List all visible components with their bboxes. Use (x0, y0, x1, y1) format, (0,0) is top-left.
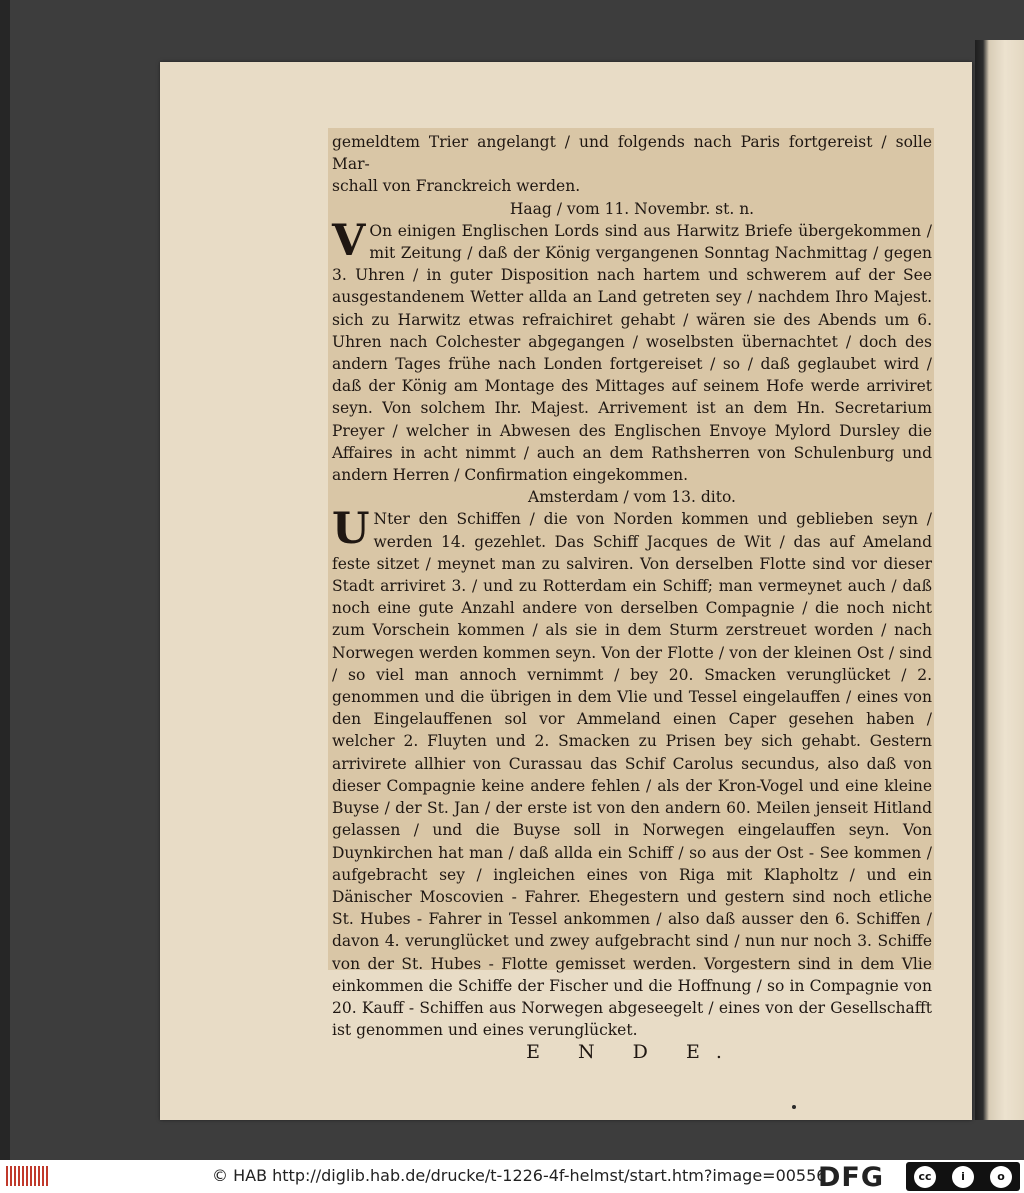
adjacent-page-edge (975, 40, 1024, 1120)
amsterdam-paragraph (332, 504, 932, 1041)
footer-url[interactable]: © HAB http://diglib.hab.de/drucke/t-1226-4f-helmst/start.htm?image=00556 (212, 1166, 827, 1185)
amsterdam-body: Nter den Schiffen / die von Norden kommen und geblieben seyn / werden 14. gezehlet. Das Schiff Jacques de Wit / das auf Ameland feste sitzet / meynet man zu salviren. Von derselben Flotte sind vor dieser Stadt arriviret 3. / und zu Rotterdam ein Schiff; man vermeynet auch / daß noch eine gute Anzahl andere von derselben Compagnie / die noch nicht zum Vorschein kommen / als sie in dem Sturm zerstreuet worden / nach Norwegen werden kommen seyn. Von der Flotte / von der kleinen Ost / sind / so viel man annoch vernimmt / bey 20. Smacken verunglücket / 2. genommen und die übrigen in dem Vlie und Tessel eingelauffen / eines von den Eingelauffenen sol vor Ammeland einen Caper gesehen haben / welcher 2. Fluyten und 2. Smacken zu Prisen bey sich gehabt. Gestern arrivirete allhier von Curassau das Schif Carolus secundus, also daß von dieser Compagnie keine andere fehlen / als der Kron-Vogel und eine kleine Buyse / der St. Jan / der erste ist von den andern 60. Meilen jenseit Hitland gelassen / und die Buyse soll in Norwegen eingelauffen seyn. Von Duynkirchen hat man / daß allda ein Schiff / so aus der Ost - See kommen / aufgebracht sey / ingleichen eines von Riga mit Klapholtz / und ein Dänischer Moscovien - Fahrer. Ehegestern und gestern sind noch etliche St. Hubes - Fahrer in Tessel ankommen / also daß ausser den 6. Schiffen / davon 4. verunglücket und zwey aufgebracht sind / nun nur noch 3. Schiffe von der St. Hubes - Flotte gemisset werden. Vorgestern sind in dem Vlie einkommen die Schiffe der Fischer und die Hoffnung / so in Compagnie von 20. Kauff - Schiffen aus Norwegen abgeseegelt / eines von der Gesellschafft ist genommen und eines verunglücket. (332, 510, 932, 1040)
viewer-left-edge (0, 0, 10, 1160)
dfg-logo: DFG (818, 1162, 885, 1193)
sa-icon: o (990, 1166, 1012, 1188)
cc-license-badge[interactable] (906, 1162, 1020, 1191)
heading-amsterdam: Amsterdam / vom 13. dito. (528, 488, 736, 507)
haag-drop-initial: V (332, 215, 366, 266)
haag-body: On einigen Englischen Lords sind aus Harwitz Briefe übergekommen / mit Zeitung / daß der König vergangenen Sonntag Nachmittag / gegen 3. Uhren / in guter Disposition nach hartem und schwerem auf der See ausgestandenem Wetter allda an Land getreten sey / nachdem Ihro Majest. sich zu Harwitz etwas refraichiret gehabt / wären sie des Abends um 6. Uhren nach Colchester abgegangen / woselbsten übernachtet / doch des andern Tages frühe nach Londen fortgereiset / so / daß geglaubet wird / daß der König am Montage des Mittages auf seinem Hofe werde arriviret seyn. Von solchem Ihr. Majest. Arrivement ist an dem Hn. Secretarium Preyer / welcher in Abwesen des Englischen Envoye Mylord Dursley die Affaires in acht nimmt / auch an dem Rathsherren von Schulenburg und andern Herren / Confirmation eingekommen. (332, 221, 932, 485)
intro-line-1: gemeldtem Trier angelangt / und folgends nach Paris fortgereist / solle Mar- (332, 133, 932, 174)
hab-barcode-icon (6, 1166, 48, 1186)
amsterdam-drop-initial: U (332, 504, 370, 555)
page-text (332, 131, 932, 1064)
by-icon: i (952, 1166, 974, 1188)
finis: E N D E. (526, 1041, 738, 1064)
cc-icon: cc (914, 1166, 936, 1188)
intro-line-2: schall von Franckreich werden. (332, 177, 581, 196)
page-mark (792, 1105, 796, 1109)
haag-paragraph (332, 215, 932, 486)
footer-bar (0, 1160, 1024, 1193)
heading-haag: Haag / vom 11. Novembr. st. n. (509, 199, 755, 218)
